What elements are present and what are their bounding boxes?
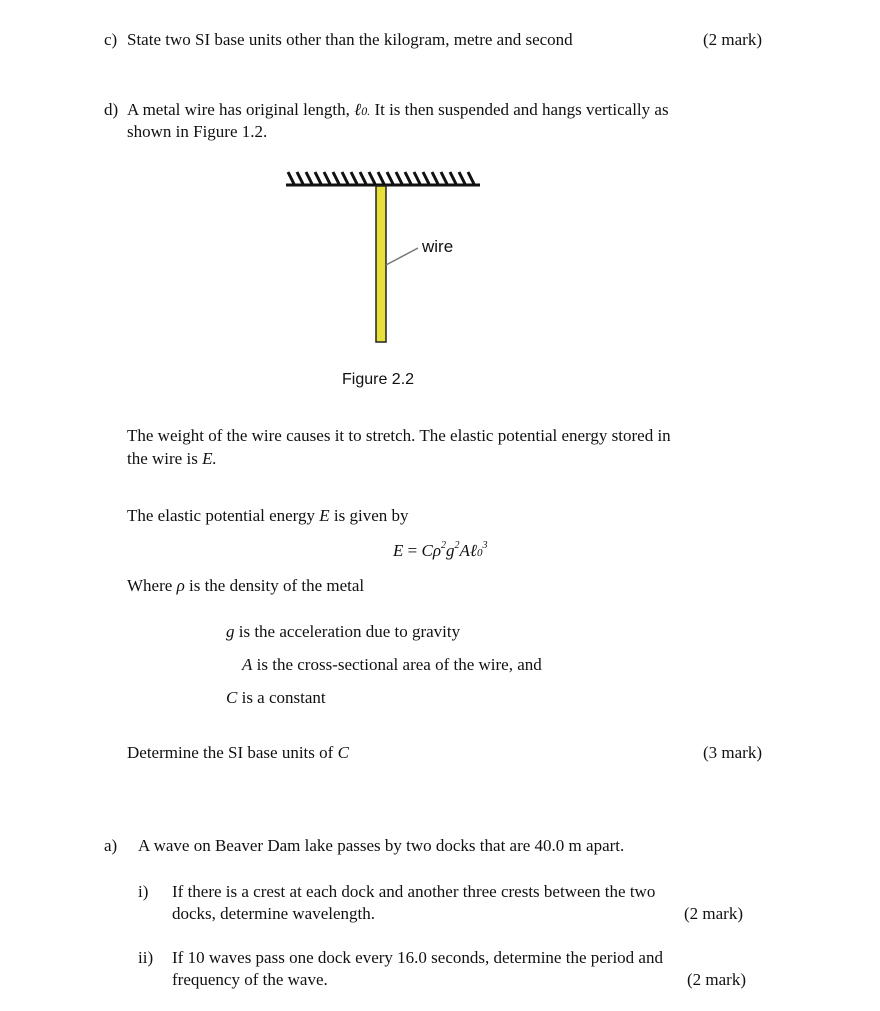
def-A-line xyxy=(242,654,542,676)
where-pre: Where xyxy=(127,576,177,595)
def-g-line xyxy=(226,621,460,643)
def-C-text: is a constant xyxy=(237,688,326,707)
eq-l: ℓ xyxy=(469,541,477,560)
question-d-line1-pre: A metal wire has original length, xyxy=(127,100,355,119)
eq-rho-exp: 2 xyxy=(441,540,446,551)
eq-g: g xyxy=(446,541,455,560)
wire-leader-line xyxy=(386,248,418,265)
wire-figure xyxy=(280,160,490,350)
where-var: ρ xyxy=(176,576,185,595)
determine-var: C xyxy=(337,743,349,762)
eq-g-exp: 2 xyxy=(454,540,460,551)
weight-line2-var: E. xyxy=(202,449,217,468)
energy-given-post: is given by xyxy=(329,506,409,525)
part-i-marks: (2 mark) xyxy=(684,904,744,923)
question-c-text: State two SI base units other than the kilogram, metre and second xyxy=(127,30,573,49)
weight-line2 xyxy=(127,448,217,470)
eq-equals: = xyxy=(403,541,422,560)
part-i-line2: docks, determine wavelength. xyxy=(172,904,375,923)
energy-given-pre: The elastic potential energy xyxy=(127,506,320,525)
def-A-var: A xyxy=(242,655,253,674)
question-d-line1 xyxy=(127,99,669,122)
where-rho-line xyxy=(127,575,364,597)
ceiling-hatch xyxy=(288,172,474,184)
weight-line1: The weight of the wire causes it to stretch. The elastic potential energy stored in xyxy=(127,426,671,445)
energy-equation xyxy=(393,540,487,564)
eq-lhs: E xyxy=(393,541,404,560)
weight-line2-pre: the wire is xyxy=(127,449,203,468)
energy-given-line xyxy=(127,505,409,527)
length-symbol: ℓ xyxy=(354,100,362,119)
part-ii-line2: frequency of the wave. xyxy=(172,970,328,989)
def-C-var: C xyxy=(226,688,238,707)
question-c-marks: (2 mark) xyxy=(703,30,763,49)
determine-pre: Determine the SI base units of xyxy=(127,743,338,762)
question-d-line1-post: It is then suspended and hangs vertically as xyxy=(370,100,669,119)
figure-caption: Figure 2.2 xyxy=(342,371,415,388)
question-c-label: c) xyxy=(104,30,118,49)
determine-line xyxy=(127,742,349,764)
def-g-text: is the acceleration due to gravity xyxy=(234,622,461,641)
eq-rho: ρ xyxy=(432,541,441,560)
eq-C: C xyxy=(421,541,433,560)
part-i-label: i) xyxy=(138,882,149,901)
part-ii-label: ii) xyxy=(138,948,154,967)
wire-body xyxy=(376,186,386,342)
def-A-text: is the cross-sectional area of the wire, and xyxy=(252,655,542,674)
question-d-line2: shown in Figure 1.2. xyxy=(127,122,268,141)
question-a-label: a) xyxy=(104,836,118,855)
part-ii-marks: (2 mark) xyxy=(687,970,747,989)
question-a-text: A wave on Beaver Dam lake passes by two docks that are 40.0 m apart. xyxy=(138,836,625,855)
eq-l-sub: 0 xyxy=(476,547,483,559)
part-ii-line1: If 10 waves pass one dock every 16.0 seconds, determine the period and xyxy=(172,948,663,967)
energy-given-var: E xyxy=(319,506,330,525)
eq-l-exp: 3 xyxy=(482,540,488,551)
def-g-var: g xyxy=(226,622,235,641)
where-post: is the density of the metal xyxy=(184,576,365,595)
def-C-line xyxy=(226,687,326,709)
wire-label: wire xyxy=(422,237,454,256)
question-d-label: d) xyxy=(104,100,119,119)
length-subscript: 0. xyxy=(361,104,371,118)
part-i-line1: If there is a crest at each dock and another three crests between the two xyxy=(172,882,656,901)
question-d-marks: (3 mark) xyxy=(703,743,763,762)
eq-A: A xyxy=(459,541,470,560)
